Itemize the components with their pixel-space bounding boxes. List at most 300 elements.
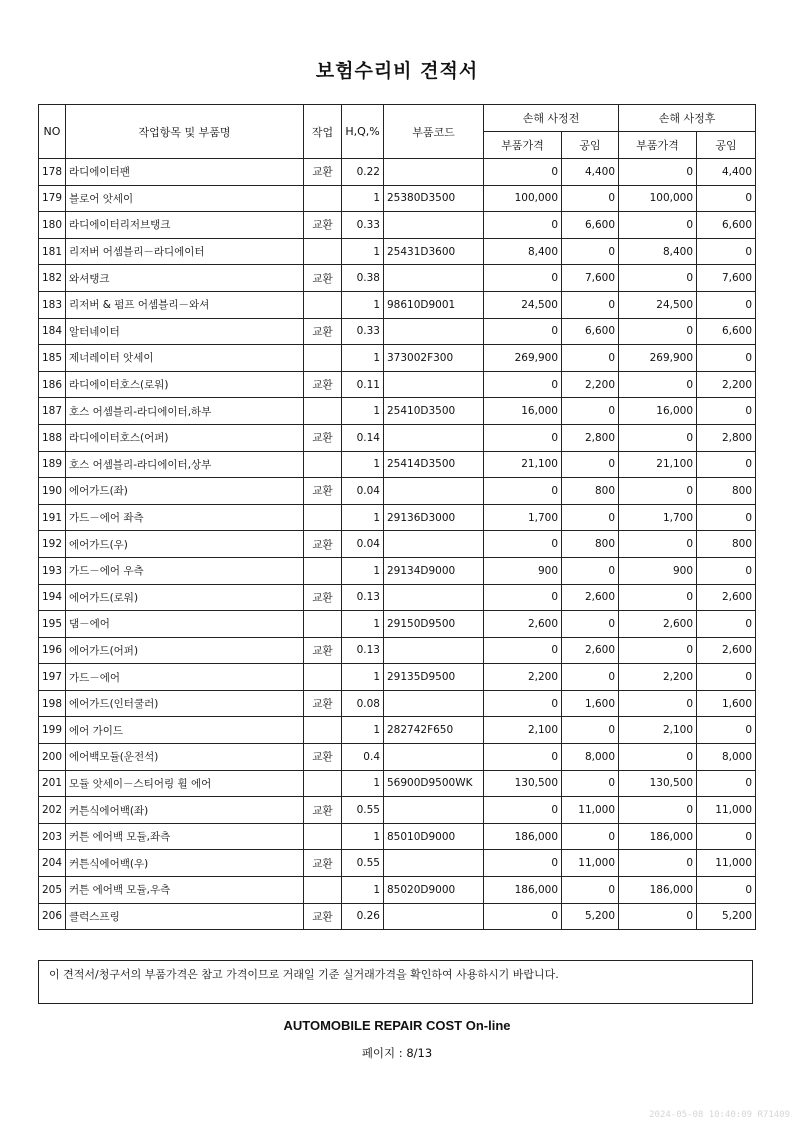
- row-after-labor: 0: [697, 664, 756, 691]
- row-hq: 1: [342, 238, 384, 265]
- row-before-price: 1,700: [484, 504, 562, 531]
- row-hq: 0.26: [342, 903, 384, 930]
- table-row: [39, 345, 756, 372]
- row-before-price: 100,000: [484, 185, 562, 212]
- row-part-code: [384, 744, 484, 771]
- row-after-labor: 0: [697, 557, 756, 584]
- row-after-labor: 7,600: [697, 265, 756, 292]
- row-after-labor: 6,600: [697, 212, 756, 239]
- row-work: 교환: [304, 212, 342, 239]
- row-after-price: 186,000: [619, 877, 697, 904]
- header-before-labor: 공임: [562, 132, 619, 159]
- table-row: [39, 611, 756, 638]
- print-timestamp: 2024-05-08 10:40:09 R71409: [649, 1110, 790, 1120]
- row-after-price: 24,500: [619, 291, 697, 318]
- row-item-name: 리저버 & 펌프 어셈블리－와셔: [66, 291, 304, 318]
- row-after-labor: 2,600: [697, 584, 756, 611]
- row-before-labor: 0: [562, 345, 619, 372]
- row-hq: 1: [342, 185, 384, 212]
- row-no: 195: [39, 611, 66, 638]
- row-work: 교환: [304, 690, 342, 717]
- header-after: 손해 사정후: [619, 105, 756, 132]
- row-before-labor: 4,400: [562, 159, 619, 186]
- row-before-labor: 0: [562, 398, 619, 425]
- row-no: 190: [39, 478, 66, 505]
- row-work: [304, 557, 342, 584]
- row-work: 교환: [304, 424, 342, 451]
- table-row: [39, 877, 756, 904]
- row-before-price: 16,000: [484, 398, 562, 425]
- row-part-code: 85020D9000: [384, 877, 484, 904]
- row-no: 181: [39, 238, 66, 265]
- row-work: 교환: [304, 584, 342, 611]
- row-hq: 0.22: [342, 159, 384, 186]
- table-row: [39, 717, 756, 744]
- row-after-price: 16,000: [619, 398, 697, 425]
- row-item-name: 댐－에어: [66, 611, 304, 638]
- row-before-labor: 0: [562, 611, 619, 638]
- row-hq: 0.04: [342, 531, 384, 558]
- row-work: [304, 504, 342, 531]
- row-item-name: 에어 가이드: [66, 717, 304, 744]
- row-before-price: 0: [484, 478, 562, 505]
- row-after-price: 186,000: [619, 823, 697, 850]
- row-item-name: 알터네이터: [66, 318, 304, 345]
- row-hq: 0.11: [342, 371, 384, 398]
- row-part-code: [384, 531, 484, 558]
- row-after-labor: 0: [697, 451, 756, 478]
- row-part-code: [384, 159, 484, 186]
- row-before-labor: 0: [562, 557, 619, 584]
- row-after-price: 2,100: [619, 717, 697, 744]
- header-no: NO: [39, 105, 66, 159]
- row-after-price: 0: [619, 371, 697, 398]
- row-part-code: 56900D9500WK: [384, 770, 484, 797]
- row-item-name: 모듈 앗세이－스티어링 휠 에어: [66, 770, 304, 797]
- row-after-price: 0: [619, 584, 697, 611]
- row-before-labor: 11,000: [562, 850, 619, 877]
- row-work: 교환: [304, 850, 342, 877]
- row-hq: 1: [342, 345, 384, 372]
- table-row: [39, 451, 756, 478]
- row-item-name: 호스 어셈블리-라디에이터,상부: [66, 451, 304, 478]
- row-no: 206: [39, 903, 66, 930]
- row-hq: 1: [342, 504, 384, 531]
- row-no: 197: [39, 664, 66, 691]
- row-before-labor: 2,600: [562, 637, 619, 664]
- header-hq: H,Q,%: [342, 105, 384, 159]
- row-work: 교환: [304, 797, 342, 824]
- row-work: [304, 611, 342, 638]
- row-part-code: 29134D9000: [384, 557, 484, 584]
- table-row: [39, 185, 756, 212]
- row-before-labor: 0: [562, 291, 619, 318]
- row-after-labor: 11,000: [697, 850, 756, 877]
- row-no: 191: [39, 504, 66, 531]
- row-part-code: 98610D9001: [384, 291, 484, 318]
- row-before-price: 900: [484, 557, 562, 584]
- row-item-name: 커튼식에어백(우): [66, 850, 304, 877]
- row-part-code: [384, 424, 484, 451]
- row-before-labor: 0: [562, 823, 619, 850]
- row-hq: 0.13: [342, 584, 384, 611]
- row-item-name: 에어가드(좌): [66, 478, 304, 505]
- row-item-name: 블로어 앗세이: [66, 185, 304, 212]
- row-no: 204: [39, 850, 66, 877]
- row-before-labor: 11,000: [562, 797, 619, 824]
- header-row-1: [39, 105, 756, 132]
- row-before-labor: 0: [562, 504, 619, 531]
- row-after-price: 0: [619, 159, 697, 186]
- row-item-name: 제너레이터 앗세이: [66, 345, 304, 372]
- row-before-price: 0: [484, 531, 562, 558]
- row-part-code: 29150D9500: [384, 611, 484, 638]
- row-after-labor: 0: [697, 291, 756, 318]
- table-row: [39, 159, 756, 186]
- row-before-labor: 6,600: [562, 318, 619, 345]
- table-row: [39, 504, 756, 531]
- row-item-name: 라디에이터호스(로워): [66, 371, 304, 398]
- row-before-price: 0: [484, 424, 562, 451]
- row-after-price: 900: [619, 557, 697, 584]
- table-row: [39, 371, 756, 398]
- row-part-code: [384, 318, 484, 345]
- header-item: 작업항목 및 부품명: [66, 105, 304, 159]
- row-after-labor: 0: [697, 398, 756, 425]
- row-hq: 0.4: [342, 744, 384, 771]
- table-row: [39, 584, 756, 611]
- row-before-labor: 0: [562, 664, 619, 691]
- table-row: [39, 265, 756, 292]
- row-no: 189: [39, 451, 66, 478]
- row-after-price: 0: [619, 318, 697, 345]
- row-no: 179: [39, 185, 66, 212]
- row-no: 194: [39, 584, 66, 611]
- row-after-price: 269,900: [619, 345, 697, 372]
- row-work: 교환: [304, 478, 342, 505]
- row-item-name: 라디에이터호스(어퍼): [66, 424, 304, 451]
- brand-footer: AUTOMOBILE REPAIR COST On-line: [283, 1018, 511, 1033]
- row-before-price: 24,500: [484, 291, 562, 318]
- header-before: 손해 사정전: [484, 105, 619, 132]
- row-item-name: 에어가드(로워): [66, 584, 304, 611]
- row-hq: 0.08: [342, 690, 384, 717]
- row-work: [304, 185, 342, 212]
- row-after-labor: 2,600: [697, 637, 756, 664]
- row-after-labor: 0: [697, 823, 756, 850]
- row-no: 203: [39, 823, 66, 850]
- table-row: [39, 850, 756, 877]
- row-before-price: 0: [484, 637, 562, 664]
- row-work: [304, 717, 342, 744]
- row-work: 교환: [304, 531, 342, 558]
- row-no: 187: [39, 398, 66, 425]
- row-after-labor: 0: [697, 345, 756, 372]
- row-part-code: [384, 265, 484, 292]
- row-before-labor: 0: [562, 717, 619, 744]
- table-row: [39, 690, 756, 717]
- header-work: 작업: [304, 105, 342, 159]
- row-hq: 1: [342, 398, 384, 425]
- row-item-name: 가드－에어: [66, 664, 304, 691]
- row-hq: 0.33: [342, 318, 384, 345]
- row-item-name: 에어가드(우): [66, 531, 304, 558]
- row-before-price: 186,000: [484, 877, 562, 904]
- table-row: [39, 903, 756, 930]
- row-before-labor: 6,600: [562, 212, 619, 239]
- row-after-price: 0: [619, 744, 697, 771]
- row-after-price: 0: [619, 531, 697, 558]
- row-item-name: 에어백모듈(운전석): [66, 744, 304, 771]
- row-part-code: 25414D3500: [384, 451, 484, 478]
- row-hq: 1: [342, 664, 384, 691]
- row-part-code: [384, 478, 484, 505]
- row-item-name: 라디에이터리저브탱크: [66, 212, 304, 239]
- table-row: [39, 398, 756, 425]
- row-before-price: 130,500: [484, 770, 562, 797]
- row-after-labor: 0: [697, 877, 756, 904]
- row-item-name: 라디에이터팬: [66, 159, 304, 186]
- row-after-price: 0: [619, 690, 697, 717]
- row-after-labor: 0: [697, 611, 756, 638]
- row-after-labor: 0: [697, 238, 756, 265]
- row-work: [304, 770, 342, 797]
- row-item-name: 리저버 어셈블리－라디에이터: [66, 238, 304, 265]
- table-row: [39, 424, 756, 451]
- row-item-name: 커튼식에어백(좌): [66, 797, 304, 824]
- row-work: [304, 345, 342, 372]
- row-after-price: 2,600: [619, 611, 697, 638]
- row-after-price: 2,200: [619, 664, 697, 691]
- row-item-name: 클럭스프링: [66, 903, 304, 930]
- row-before-price: 0: [484, 371, 562, 398]
- row-no: 205: [39, 877, 66, 904]
- header-code: 부품코드: [384, 105, 484, 159]
- row-before-labor: 8,000: [562, 744, 619, 771]
- row-no: 193: [39, 557, 66, 584]
- row-hq: 0.14: [342, 424, 384, 451]
- row-no: 196: [39, 637, 66, 664]
- row-hq: 0.55: [342, 850, 384, 877]
- row-work: 교환: [304, 159, 342, 186]
- row-after-price: 21,100: [619, 451, 697, 478]
- table-row: [39, 238, 756, 265]
- row-hq: 1: [342, 451, 384, 478]
- row-before-labor: 0: [562, 238, 619, 265]
- row-no: 192: [39, 531, 66, 558]
- row-after-price: 0: [619, 212, 697, 239]
- row-after-labor: 11,000: [697, 797, 756, 824]
- header-after-price: 부품가격: [619, 132, 697, 159]
- row-before-price: 8,400: [484, 238, 562, 265]
- row-before-price: 0: [484, 744, 562, 771]
- row-before-price: 0: [484, 265, 562, 292]
- row-after-labor: 4,400: [697, 159, 756, 186]
- row-work: 교환: [304, 744, 342, 771]
- row-before-labor: 0: [562, 185, 619, 212]
- row-part-code: [384, 850, 484, 877]
- row-work: [304, 238, 342, 265]
- row-before-price: 186,000: [484, 823, 562, 850]
- row-after-labor: 0: [697, 504, 756, 531]
- table-row: [39, 531, 756, 558]
- row-part-code: 373002F300: [384, 345, 484, 372]
- row-no: 178: [39, 159, 66, 186]
- row-no: 202: [39, 797, 66, 824]
- row-after-price: 8,400: [619, 238, 697, 265]
- row-work: 교환: [304, 637, 342, 664]
- estimate-rows: [39, 159, 756, 930]
- row-before-labor: 800: [562, 531, 619, 558]
- row-after-price: 0: [619, 903, 697, 930]
- row-part-code: 25380D3500: [384, 185, 484, 212]
- row-work: 교환: [304, 318, 342, 345]
- row-before-labor: 7,600: [562, 265, 619, 292]
- document-title: 보험수리비 견적서: [315, 60, 479, 82]
- row-before-labor: 0: [562, 451, 619, 478]
- row-after-labor: 6,600: [697, 318, 756, 345]
- row-before-price: 2,100: [484, 717, 562, 744]
- page-number: 페이지 : 8/13: [361, 1046, 433, 1060]
- row-before-price: 21,100: [484, 451, 562, 478]
- row-no: 180: [39, 212, 66, 239]
- row-hq: 1: [342, 770, 384, 797]
- row-hq: 0.13: [342, 637, 384, 664]
- row-after-price: 0: [619, 797, 697, 824]
- row-work: [304, 451, 342, 478]
- row-after-price: 0: [619, 265, 697, 292]
- row-hq: 1: [342, 611, 384, 638]
- row-after-price: 100,000: [619, 185, 697, 212]
- row-hq: 0.38: [342, 265, 384, 292]
- row-part-code: 29136D3000: [384, 504, 484, 531]
- row-hq: 0.33: [342, 212, 384, 239]
- row-after-price: 0: [619, 478, 697, 505]
- row-work: 교환: [304, 265, 342, 292]
- row-part-code: [384, 584, 484, 611]
- header-before-price: 부품가격: [484, 132, 562, 159]
- row-before-price: 0: [484, 903, 562, 930]
- row-no: 199: [39, 717, 66, 744]
- row-work: [304, 877, 342, 904]
- row-part-code: [384, 637, 484, 664]
- row-part-code: 25431D3600: [384, 238, 484, 265]
- row-part-code: 85010D9000: [384, 823, 484, 850]
- row-item-name: 가드－에어 좌측: [66, 504, 304, 531]
- table-row: [39, 770, 756, 797]
- row-after-price: 0: [619, 424, 697, 451]
- row-before-labor: 0: [562, 770, 619, 797]
- row-before-price: 0: [484, 212, 562, 239]
- row-work: [304, 398, 342, 425]
- row-before-labor: 2,800: [562, 424, 619, 451]
- row-after-labor: 800: [697, 531, 756, 558]
- row-before-price: 0: [484, 318, 562, 345]
- row-before-price: 0: [484, 159, 562, 186]
- table-row: [39, 478, 756, 505]
- row-before-price: 0: [484, 850, 562, 877]
- table-row: [39, 291, 756, 318]
- row-after-labor: 0: [697, 717, 756, 744]
- row-part-code: [384, 903, 484, 930]
- row-hq: 1: [342, 877, 384, 904]
- row-before-price: 2,200: [484, 664, 562, 691]
- row-after-price: 130,500: [619, 770, 697, 797]
- row-part-code: 282742F650: [384, 717, 484, 744]
- table-row: [39, 664, 756, 691]
- table-row: [39, 212, 756, 239]
- row-work: [304, 664, 342, 691]
- row-before-labor: 2,600: [562, 584, 619, 611]
- row-no: 184: [39, 318, 66, 345]
- row-after-labor: 1,600: [697, 690, 756, 717]
- row-hq: 1: [342, 291, 384, 318]
- row-after-labor: 2,200: [697, 371, 756, 398]
- row-part-code: [384, 797, 484, 824]
- header-after-labor: 공임: [697, 132, 756, 159]
- row-item-name: 에어가드(인터쿨러): [66, 690, 304, 717]
- row-no: 198: [39, 690, 66, 717]
- row-hq: 1: [342, 557, 384, 584]
- row-after-price: 0: [619, 850, 697, 877]
- row-before-price: 0: [484, 797, 562, 824]
- row-no: 200: [39, 744, 66, 771]
- row-after-price: 1,700: [619, 504, 697, 531]
- row-after-labor: 800: [697, 478, 756, 505]
- row-after-labor: 5,200: [697, 903, 756, 930]
- row-work: 교환: [304, 903, 342, 930]
- row-hq: 1: [342, 823, 384, 850]
- table-row: [39, 637, 756, 664]
- table-row: [39, 823, 756, 850]
- row-after-labor: 8,000: [697, 744, 756, 771]
- row-item-name: 와셔탱크: [66, 265, 304, 292]
- row-work: 교환: [304, 371, 342, 398]
- row-item-name: 호스 어셈블리-라디에이터,하부: [66, 398, 304, 425]
- row-before-price: 269,900: [484, 345, 562, 372]
- row-before-price: 0: [484, 690, 562, 717]
- row-part-code: 25410D3500: [384, 398, 484, 425]
- row-part-code: [384, 212, 484, 239]
- row-hq: 1: [342, 717, 384, 744]
- row-part-code: [384, 690, 484, 717]
- row-no: 182: [39, 265, 66, 292]
- row-before-labor: 0: [562, 877, 619, 904]
- row-no: 201: [39, 770, 66, 797]
- row-hq: 0.04: [342, 478, 384, 505]
- row-no: 186: [39, 371, 66, 398]
- estimate-table: [38, 104, 756, 930]
- price-notice: 이 견적서/청구서의 부품가격은 참고 가격이므로 거래일 기준 실거래가격을 확인하여 사용하시기 바랍니다.: [38, 960, 753, 1004]
- table-row: [39, 557, 756, 584]
- table-row: [39, 318, 756, 345]
- row-no: 188: [39, 424, 66, 451]
- row-before-price: 2,600: [484, 611, 562, 638]
- row-before-price: 0: [484, 584, 562, 611]
- row-after-labor: 0: [697, 770, 756, 797]
- row-work: [304, 823, 342, 850]
- row-hq: 0.55: [342, 797, 384, 824]
- row-no: 185: [39, 345, 66, 372]
- row-after-labor: 0: [697, 185, 756, 212]
- row-after-labor: 2,800: [697, 424, 756, 451]
- row-before-labor: 1,600: [562, 690, 619, 717]
- row-before-labor: 2,200: [562, 371, 619, 398]
- row-item-name: 가드－에어 우측: [66, 557, 304, 584]
- row-work: [304, 291, 342, 318]
- row-item-name: 커튼 에어백 모듈,좌측: [66, 823, 304, 850]
- row-after-price: 0: [619, 637, 697, 664]
